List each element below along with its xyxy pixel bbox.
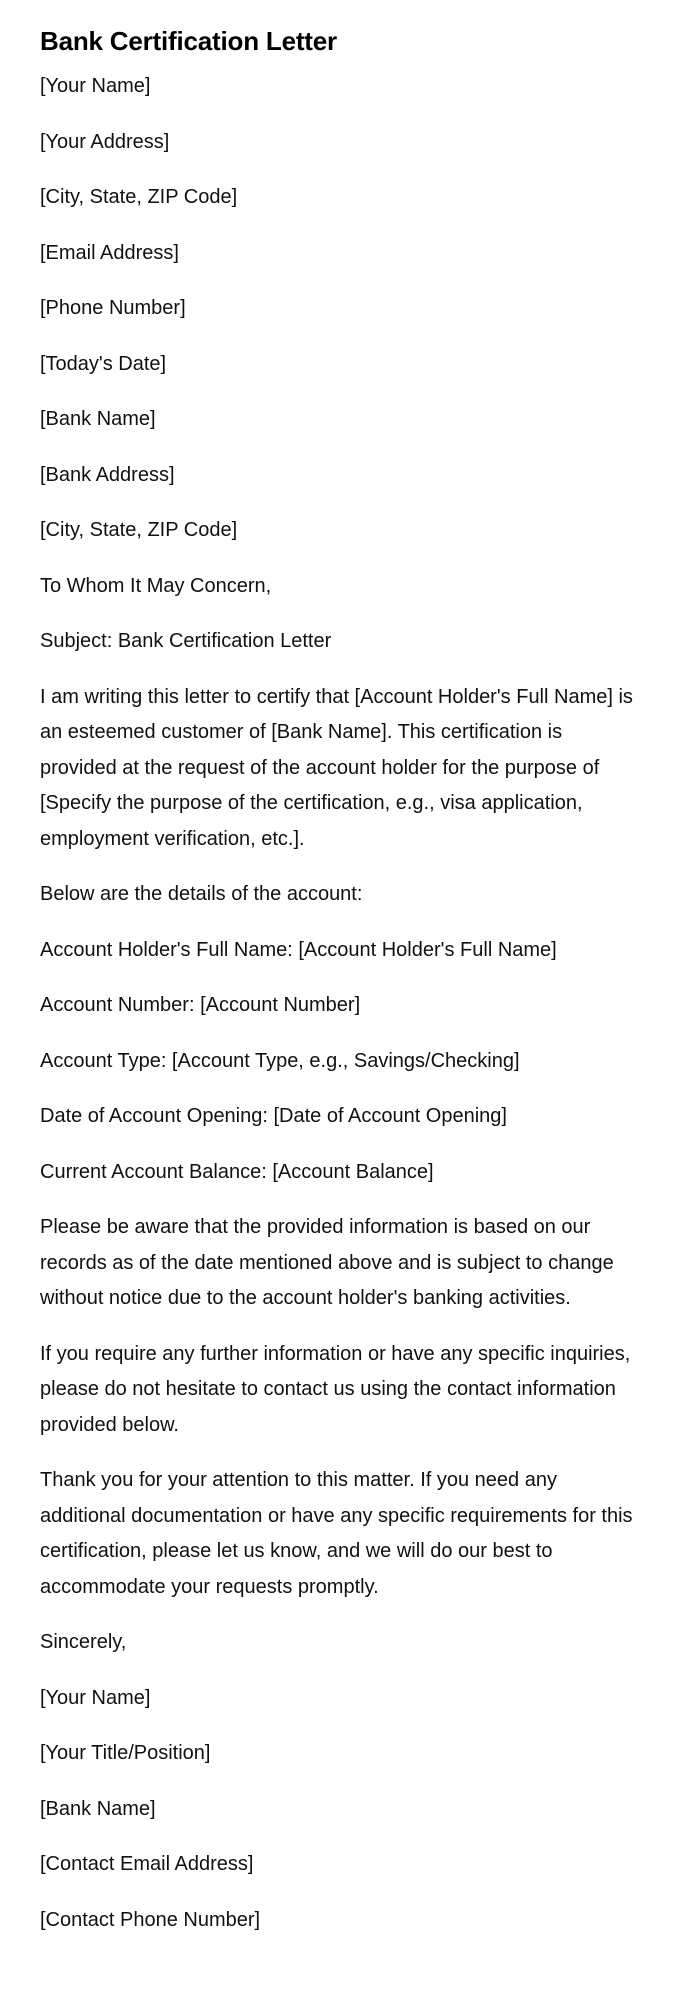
signature-contact-email: [Contact Email Address]	[40, 1853, 254, 1875]
thanks-paragraph: Thank you for your attention to this matter. If you need any additional documentation or have any specific requirements for this certification, please let us know, and we will do our best to accommodate your requests promptly.	[40, 1469, 633, 1598]
detail-account-balance: Current Account Balance: [Account Balance]	[40, 1160, 434, 1183]
intro-paragraph: I am writing this letter to certify that [Account Holder's Full Name] is an esteemed customer of [Bank Name]. This certification is provided at the request of the account holder for the purpose of [Specify the purpose of the certification, e.g., visa application, employment verification, etc.].	[40, 685, 633, 850]
closing: Sincerely,	[40, 1631, 127, 1653]
recipient-bank-address: [Bank Address]	[40, 463, 175, 486]
signature-contact-phone: [Contact Phone Number]	[40, 1908, 261, 1931]
salutation: To Whom It May Concern,	[40, 574, 272, 597]
inquiries-paragraph: If you require any further information or have any specific inquiries, please do not hesitate to contact us using the contact information provided below.	[40, 1342, 631, 1436]
recipient-city-state-zip: [City, State, ZIP Code]	[40, 519, 238, 541]
sender-name: [Your Name]	[40, 75, 151, 97]
letter-date: [Today's Date]	[40, 352, 167, 375]
detail-account-holder: Account Holder's Full Name: [Account Holder's Full Name]	[40, 938, 557, 961]
disclaimer-paragraph: Please be aware that the provided information is based on our records as of the date mentioned above and is subject to change without notice due to the account holder's banking activities.	[40, 1216, 614, 1309]
recipient-bank-name: [Bank Name]	[40, 408, 156, 430]
detail-account-type: Account Type: [Account Type, e.g., Savings/Checking]	[40, 1049, 520, 1072]
detail-opening-date: Date of Account Opening: [Date of Account Opening]	[40, 1105, 507, 1127]
details-lead: Below are the details of the account:	[40, 883, 363, 905]
signature-bank-name: [Bank Name]	[40, 1797, 156, 1820]
subject-line: Subject: Bank Certification Letter	[40, 630, 332, 652]
document-title: Bank Certification Letter	[40, 26, 337, 56]
sender-phone: [Phone Number]	[40, 297, 186, 319]
detail-account-number: Account Number: [Account Number]	[40, 994, 361, 1016]
signature-name: [Your Name]	[40, 1686, 151, 1709]
sender-address: [Your Address]	[40, 130, 170, 153]
sender-email: [Email Address]	[40, 241, 179, 264]
sender-city-state-zip: [City, State, ZIP Code]	[40, 186, 238, 208]
signature-title: [Your Title/Position]	[40, 1742, 211, 1764]
